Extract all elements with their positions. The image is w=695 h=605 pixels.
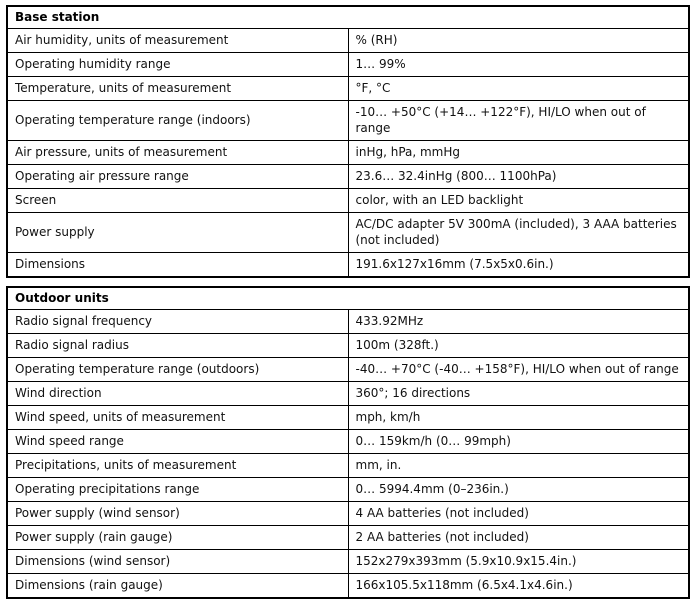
spec-row — [7, 454, 689, 478]
spec-label: Air pressure, units of measurement — [7, 141, 348, 165]
spec-row — [7, 550, 689, 574]
spec-label: Operating temperature range (outdoors) — [7, 358, 348, 382]
spec-value: 23.6… 32.4inHg (800… 1100hPa) — [348, 165, 689, 189]
spec-value: color, with an LED backlight — [348, 189, 689, 213]
spec-value: mph, km/h — [348, 406, 689, 430]
spec-value: 166x105.5x118mm (6.5x4.1x4.6in.) — [348, 574, 689, 599]
spec-value: inHg, hPa, mmHg — [348, 141, 689, 165]
spec-row — [7, 406, 689, 430]
table-header-row — [7, 6, 689, 29]
outdoor-units-table — [6, 286, 690, 599]
spec-value: -40… +70°C (-40… +158°F), HI/LO when out of range — [348, 358, 689, 382]
spec-row — [7, 310, 689, 334]
spec-value: 433.92MHz — [348, 310, 689, 334]
spec-value: -10… +50°C (+14… +122°F), HI/LO when out of range — [348, 101, 689, 141]
spec-label: Power supply (rain gauge) — [7, 526, 348, 550]
spec-value: AC/DC adapter 5V 300mA (included), 3 AAA batteries (not included) — [348, 213, 689, 253]
spec-value: % (RH) — [348, 29, 689, 53]
spec-label: Power supply — [7, 213, 348, 253]
spec-row — [7, 478, 689, 502]
table-header-row — [7, 287, 689, 310]
outdoor-units-rows — [7, 310, 689, 599]
spec-row — [7, 502, 689, 526]
spec-row — [7, 141, 689, 165]
spec-row — [7, 165, 689, 189]
spec-label: Wind direction — [7, 382, 348, 406]
spec-label: Dimensions (wind sensor) — [7, 550, 348, 574]
spec-value: 360°; 16 directions — [348, 382, 689, 406]
spec-value: °F, °C — [348, 77, 689, 101]
spec-value: 2 AA batteries (not included) — [348, 526, 689, 550]
spec-value: 0… 159km/h (0… 99mph) — [348, 430, 689, 454]
spec-label: Wind speed range — [7, 430, 348, 454]
base-station-rows — [7, 29, 689, 278]
spec-row — [7, 213, 689, 253]
spec-label: Radio signal radius — [7, 334, 348, 358]
spec-value: 0… 5994.4mm (0–236in.) — [348, 478, 689, 502]
spec-row — [7, 253, 689, 278]
spec-value: 152x279x393mm (5.9x10.9x15.4in.) — [348, 550, 689, 574]
spec-row — [7, 526, 689, 550]
spec-row — [7, 430, 689, 454]
spec-label: Operating air pressure range — [7, 165, 348, 189]
spec-value: 100m (328ft.) — [348, 334, 689, 358]
spec-label: Operating temperature range (indoors) — [7, 101, 348, 141]
spec-row — [7, 101, 689, 141]
spec-label: Radio signal frequency — [7, 310, 348, 334]
base-station-table — [6, 5, 690, 278]
spec-row — [7, 334, 689, 358]
spec-row — [7, 358, 689, 382]
spec-row — [7, 574, 689, 599]
spec-label: Dimensions — [7, 253, 348, 278]
base-station-title: Base station — [7, 6, 689, 29]
spec-row — [7, 77, 689, 101]
spec-value: 191.6x127x16mm (7.5x5x0.6in.) — [348, 253, 689, 278]
spec-row — [7, 53, 689, 77]
spec-label: Air humidity, units of measurement — [7, 29, 348, 53]
outdoor-units-title: Outdoor units — [7, 287, 689, 310]
spec-value: mm, in. — [348, 454, 689, 478]
spec-row — [7, 189, 689, 213]
spec-value: 1… 99% — [348, 53, 689, 77]
spec-label: Operating precipitations range — [7, 478, 348, 502]
spec-label: Power supply (wind sensor) — [7, 502, 348, 526]
spec-row — [7, 29, 689, 53]
spec-label: Dimensions (rain gauge) — [7, 574, 348, 599]
spec-label: Operating humidity range — [7, 53, 348, 77]
spec-label: Temperature, units of measurement — [7, 77, 348, 101]
spec-label: Precipitations, units of measurement — [7, 454, 348, 478]
spec-row — [7, 382, 689, 406]
spec-label: Wind speed, units of measurement — [7, 406, 348, 430]
spec-value: 4 AA batteries (not included) — [348, 502, 689, 526]
spec-label: Screen — [7, 189, 348, 213]
